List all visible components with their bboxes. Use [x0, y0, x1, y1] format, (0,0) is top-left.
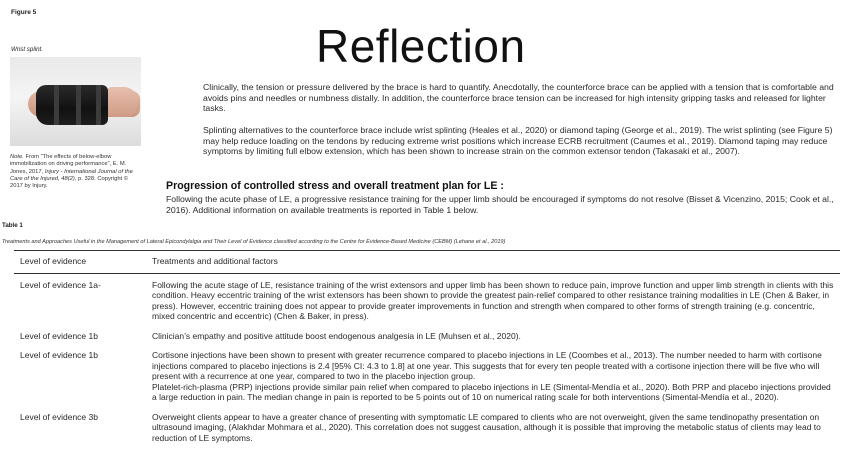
treatment-cell: Clinician’s empathy and positive attitude boost endogenous analgesia in LE (Muhsen et al., 2020).	[152, 330, 521, 341]
evidence-level-cell: Level of evidence 3b	[20, 411, 98, 422]
figure-note-lead: Note.	[10, 154, 24, 160]
figure-note-copyright: p. 328. Copyright © 2017 by Injury.	[10, 175, 129, 190]
wrist-splint-photo	[10, 57, 141, 146]
table-row	[14, 273, 840, 325]
evidence-level-cell: Level of evidence 1b	[20, 350, 98, 360]
table-row	[14, 344, 840, 406]
figure-note	[10, 154, 140, 190]
column-header-level: Level of evidence	[20, 256, 87, 266]
table-label: Table 1	[2, 222, 23, 229]
evidence-level-cell: Level of evidence 1b	[20, 330, 98, 341]
table-header-row	[14, 251, 840, 274]
treatment-cell: Following the acute stage of LE, resistance training of the wrist extensors and upper limb has been shown to reduce pain, improve function and upper limb strength in clients with this condition. Heavy eccentric training of the wrist extensors has been shown to provide the greatest pain-relief compared to other resistance training modalities in LE (Chen & Baker, in press). However, eccentric training does not appear to provide greater improvements in function and strength when compared to other forms of strength training (e.g. concentric, mixed concentric and eccentric) (Chen & Baker, in press).	[152, 279, 834, 321]
paragraph-brace-tension: Clinically, the tension or pressure delivered by the brace is hard to quantify. Anecdotally, the counterforce brace can be applied with a tension that is comfortable and avoids pins and needles or numbness distally. In addition, the counterforce brace tension can be increased for high intensity gripping tasks and released for lighter tasks.	[203, 82, 834, 113]
figure-note-source: From “The effects of below-elbow immobilization on driving performance”, E. M. Jones, 2017,	[10, 154, 127, 175]
table-row	[14, 406, 840, 447]
hand-shape	[106, 87, 138, 117]
section-heading: Progression of controlled stress and overall treatment plan for LE :	[166, 180, 504, 192]
splint-strap	[54, 85, 59, 125]
page-title: Reflection	[316, 20, 526, 72]
treatment-cell: Overweight clients appear to have a greater chance of presenting with symptomatic LE compared to clients who are not overweight, given the same tendinopathy presentation on ultrasound imaging, (Alakhdar Mohmara et al., 2020). This correlation does not suggest causation, although it is possible that improving the metabolic status of clients may lead to reduction of LE symptoms.	[152, 411, 821, 443]
treatment-cell	[146, 344, 840, 406]
splint-strap	[76, 85, 81, 125]
figure-note-journal: Injury - International Journal of the Care of the Injured, 48(2),	[10, 168, 133, 182]
column-header-treatments: Treatments and additional factors	[152, 256, 278, 266]
treatment-text-prp: Platelet-rich-plasma (PRP) injections provide similar pain relief when compared to placebo injections in LE (Simental-Mendía et al., 2020). Both PRP and placebo injections provided a large reduction in pain. The median change in pain is reported to be 5 points out of 10 on numerical rating scale for both interventions (Simental-Mendía et al., 2020).	[152, 381, 831, 402]
paragraph-progression: Following the acute phase of LE, a progressive resistance training for the upper limb should be encouraged if symptoms do not resolve (Bisset & Vicenzino, 2015; Cook et al., 2016). Additional information on available treatments is reported in Table 1 below.	[166, 194, 834, 215]
figure-subtitle: Wrist splint.	[11, 46, 43, 53]
paragraph-splinting-alternatives: Splinting alternatives to the counterforce brace include wrist splinting (Heales et al., 2020) or diamond taping (George et al., 2019). The wrist splinting (see Figure 5) may help reduce loading on the tendons by reducing extreme wrist positions which increase ECRB recruitment (Caumes et al., 2019). Diamond taping may reduce symptoms by limiting full elbow extension, which has been shown to increase strain on the common extensor tendon (Takasaki et al., 2007).	[203, 125, 833, 156]
evidence-level-cell: Level of evidence 1a-	[20, 279, 101, 290]
evidence-table	[14, 250, 840, 446]
figure-label: Figure 5	[11, 9, 37, 16]
treatment-text-cortisone: Cortisone injections have been shown to present with greater recurrence compared to placebo injections in LE (Coombes et al., 2013). The number needed to harm with cortisone injections compared to placebo injections is 2.4 [95% CI: 4.3 to 1.8] at one year. This suggests that for every ten people treated with a cortisone injection there will be five who will present with a recurrence at one year, compared to two in the placebo injection group.	[152, 350, 822, 381]
splint-strap	[96, 85, 101, 125]
table-caption: Treatments and Approaches Useful in the Management of Lateral Epicondylalgia and Their Level of Evidence classified according to the Centre for Evidence-Based Medicine (CEBM) (Lehane et al., 2019)	[2, 239, 506, 245]
table-row	[14, 325, 840, 345]
